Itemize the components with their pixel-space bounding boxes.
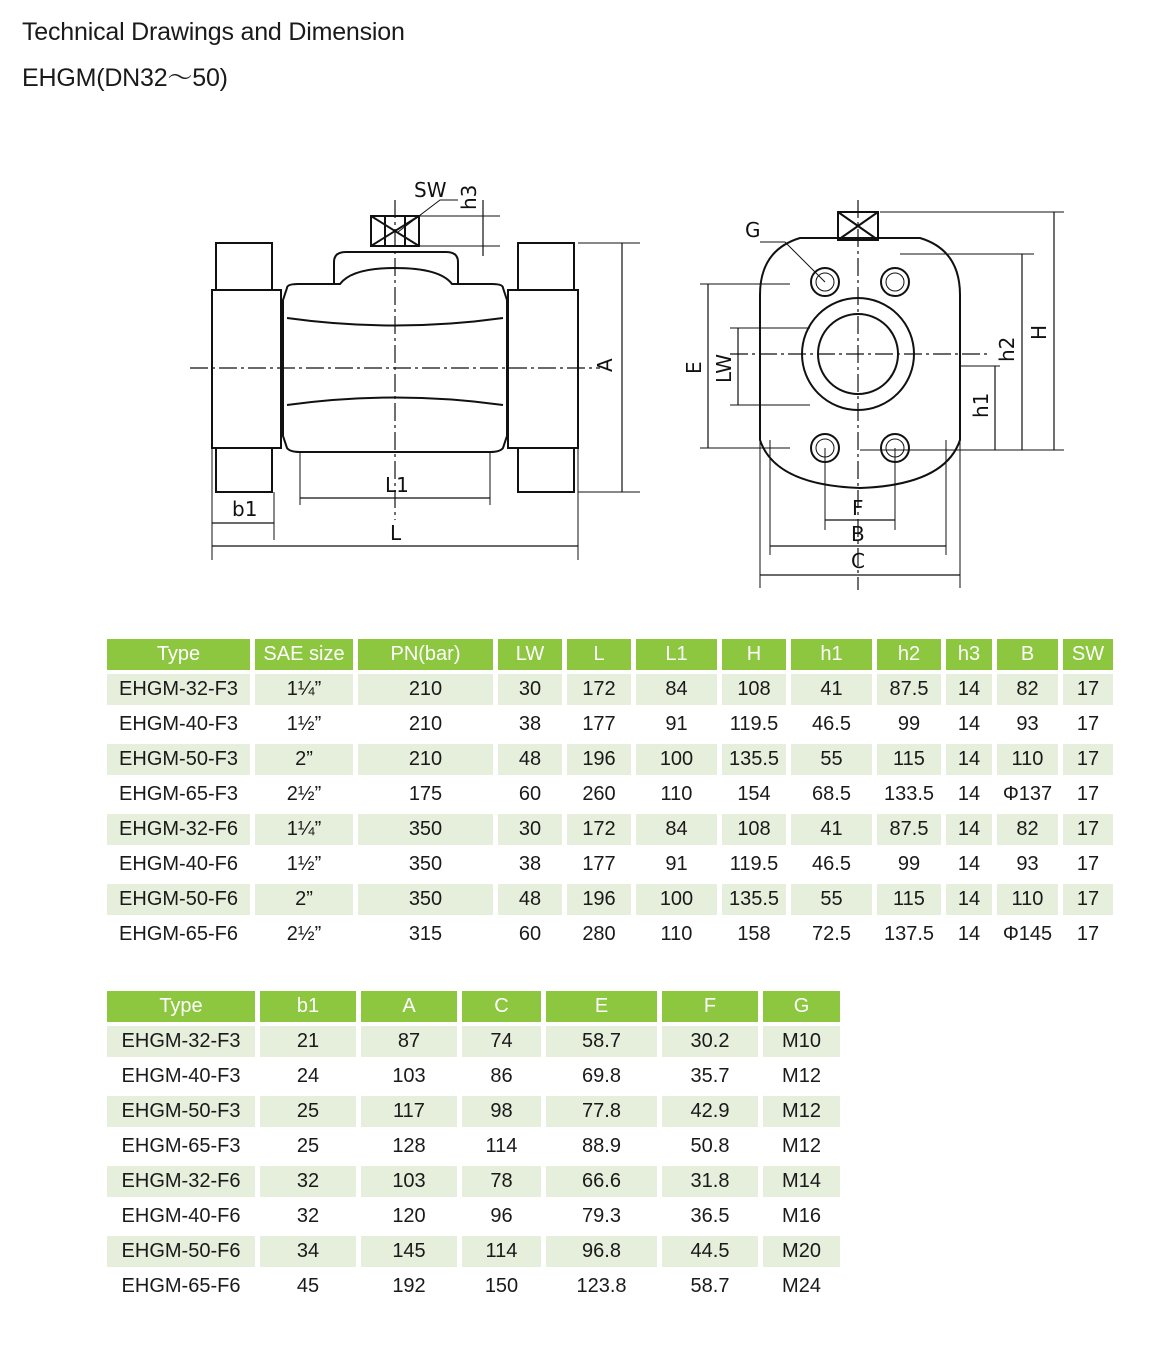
- table-cell: 82: [997, 814, 1058, 845]
- table-cell: 98: [462, 1096, 541, 1127]
- table-cell: 350: [358, 814, 493, 845]
- table-cell: 66.6: [546, 1166, 657, 1197]
- table-cell: EHGM-40-F3: [107, 1061, 255, 1092]
- table-cell: EHGM-65-F3: [107, 1131, 255, 1162]
- table-cell: 93: [997, 709, 1058, 740]
- table-cell: 78: [462, 1166, 541, 1197]
- table-cell: 82: [997, 674, 1058, 705]
- table-cell: Φ145: [997, 919, 1058, 950]
- table-cell: 2”: [255, 744, 353, 775]
- table-cell: 50.8: [662, 1131, 758, 1162]
- table-cell: 110: [636, 779, 717, 810]
- column-header: H: [722, 639, 786, 670]
- table-cell: 100: [636, 744, 717, 775]
- label-h3: h3: [457, 184, 481, 210]
- column-header: h1: [791, 639, 872, 670]
- table-cell: 14: [946, 709, 992, 740]
- table-cell: M12: [763, 1061, 840, 1092]
- table-row: [107, 744, 1113, 775]
- label-e: E: [682, 361, 706, 374]
- table-cell: 196: [567, 884, 631, 915]
- table-cell: 48: [498, 884, 562, 915]
- table-cell: 30: [498, 814, 562, 845]
- table-row: [107, 1096, 840, 1127]
- table-cell: 84: [636, 674, 717, 705]
- column-header: C: [462, 991, 541, 1022]
- label-g: G: [745, 218, 761, 242]
- label-a: A: [593, 358, 617, 372]
- table-cell: 145: [361, 1236, 457, 1267]
- column-header: Type: [107, 639, 250, 670]
- table-row: [107, 919, 1113, 950]
- table-row: [107, 1131, 840, 1162]
- table-cell: 46.5: [791, 849, 872, 880]
- page-title: Technical Drawings and Dimension: [22, 18, 405, 46]
- table-cell: 17: [1063, 744, 1113, 775]
- table-row: [107, 884, 1113, 915]
- column-header: L1: [636, 639, 717, 670]
- table-cell: 192: [361, 1271, 457, 1302]
- dimension-table-2: [102, 987, 845, 1306]
- table-cell: 79.3: [546, 1201, 657, 1232]
- table-cell: 135.5: [722, 744, 786, 775]
- label-lw: LW: [712, 353, 736, 383]
- table-cell: 14: [946, 674, 992, 705]
- table-cell: 154: [722, 779, 786, 810]
- label-h1: h1: [969, 392, 993, 418]
- table-cell: EHGM-32-F3: [107, 1026, 255, 1057]
- table-cell: 103: [361, 1166, 457, 1197]
- table-row: [107, 1236, 840, 1267]
- table-cell: 119.5: [722, 709, 786, 740]
- table-cell: EHGM-32-F6: [107, 814, 250, 845]
- table-cell: 25: [260, 1096, 356, 1127]
- table-row: [107, 709, 1113, 740]
- table-cell: 100: [636, 884, 717, 915]
- table-cell: 45: [260, 1271, 356, 1302]
- table-cell: M14: [763, 1166, 840, 1197]
- column-header: PN(bar): [358, 639, 493, 670]
- column-header: h2: [877, 639, 941, 670]
- table-cell: 87: [361, 1026, 457, 1057]
- table-cell: 210: [358, 674, 493, 705]
- table-cell: 60: [498, 779, 562, 810]
- table-cell: 14: [946, 884, 992, 915]
- table-cell: 2½”: [255, 919, 353, 950]
- table-cell: 114: [462, 1236, 541, 1267]
- table-cell: 17: [1063, 919, 1113, 950]
- table-cell: 35.7: [662, 1061, 758, 1092]
- table-cell: 117: [361, 1096, 457, 1127]
- table-cell: 84: [636, 814, 717, 845]
- column-header: h3: [946, 639, 992, 670]
- table-cell: 172: [567, 674, 631, 705]
- table-cell: 1½”: [255, 849, 353, 880]
- table-cell: M10: [763, 1026, 840, 1057]
- table-cell: 88.9: [546, 1131, 657, 1162]
- table-cell: 77.8: [546, 1096, 657, 1127]
- table-row: [107, 1026, 840, 1057]
- table-cell: 46.5: [791, 709, 872, 740]
- table-cell: 17: [1063, 674, 1113, 705]
- table-cell: 48: [498, 744, 562, 775]
- table-cell: 210: [358, 744, 493, 775]
- table-cell: 177: [567, 709, 631, 740]
- table-row: [107, 1201, 840, 1232]
- table-cell: 128: [361, 1131, 457, 1162]
- table-header-row: [107, 639, 1113, 670]
- table-cell: 135.5: [722, 884, 786, 915]
- table-row: [107, 1166, 840, 1197]
- table-cell: EHGM-65-F3: [107, 779, 250, 810]
- label-h: H: [1027, 324, 1051, 340]
- table-cell: EHGM-40-F6: [107, 1201, 255, 1232]
- label-sw: SW: [414, 178, 447, 202]
- table-cell: 110: [997, 744, 1058, 775]
- table-row: [107, 674, 1113, 705]
- label-b: B: [851, 522, 865, 546]
- dimension-table-1: [102, 635, 1118, 954]
- table-cell: 17: [1063, 884, 1113, 915]
- table-cell: 177: [567, 849, 631, 880]
- table-cell: 158: [722, 919, 786, 950]
- column-header: B: [997, 639, 1058, 670]
- table-cell: EHGM-65-F6: [107, 1271, 255, 1302]
- table-cell: 93: [997, 849, 1058, 880]
- table-cell: 30: [498, 674, 562, 705]
- table-cell: 175: [358, 779, 493, 810]
- table-cell: 86: [462, 1061, 541, 1092]
- table-cell: 14: [946, 744, 992, 775]
- table-cell: M16: [763, 1201, 840, 1232]
- column-header: SW: [1063, 639, 1113, 670]
- table-cell: 1½”: [255, 709, 353, 740]
- table-cell: 36.5: [662, 1201, 758, 1232]
- table-cell: 17: [1063, 814, 1113, 845]
- table-cell: 123.8: [546, 1271, 657, 1302]
- table-cell: 172: [567, 814, 631, 845]
- table-cell: 114: [462, 1131, 541, 1162]
- table-cell: 110: [997, 884, 1058, 915]
- table-cell: 14: [946, 849, 992, 880]
- table-header-row: [107, 991, 840, 1022]
- column-header: F: [662, 991, 758, 1022]
- table-cell: EHGM-65-F6: [107, 919, 250, 950]
- table-cell: 14: [946, 919, 992, 950]
- table-cell: 21: [260, 1026, 356, 1057]
- table-cell: 32: [260, 1166, 356, 1197]
- table-row: [107, 814, 1113, 845]
- table-cell: 74: [462, 1026, 541, 1057]
- column-header: G: [763, 991, 840, 1022]
- page-subtitle: EHGM(DN32～50): [22, 64, 228, 92]
- table-cell: 2”: [255, 884, 353, 915]
- table-row: [107, 779, 1113, 810]
- column-header: b1: [260, 991, 356, 1022]
- table-cell: 103: [361, 1061, 457, 1092]
- table-cell: 69.8: [546, 1061, 657, 1092]
- table-cell: 119.5: [722, 849, 786, 880]
- table-cell: 210: [358, 709, 493, 740]
- table-cell: EHGM-32-F3: [107, 674, 250, 705]
- table-cell: M20: [763, 1236, 840, 1267]
- column-header: Type: [107, 991, 255, 1022]
- table-cell: 280: [567, 919, 631, 950]
- table-cell: EHGM-40-F3: [107, 709, 250, 740]
- column-header: E: [546, 991, 657, 1022]
- table-cell: 60: [498, 919, 562, 950]
- table-cell: 14: [946, 779, 992, 810]
- table-cell: EHGM-32-F6: [107, 1166, 255, 1197]
- table-cell: EHGM-50-F3: [107, 1096, 255, 1127]
- table-row: [107, 1061, 840, 1092]
- table-cell: 44.5: [662, 1236, 758, 1267]
- table-cell: 115: [877, 884, 941, 915]
- table-cell: 41: [791, 674, 872, 705]
- column-header: LW: [498, 639, 562, 670]
- label-c: C: [851, 549, 865, 573]
- table-cell: 17: [1063, 849, 1113, 880]
- table-cell: 108: [722, 814, 786, 845]
- table-cell: 38: [498, 849, 562, 880]
- table-cell: Φ137: [997, 779, 1058, 810]
- table-cell: 42.9: [662, 1096, 758, 1127]
- label-l: L: [390, 521, 402, 545]
- table-cell: 25: [260, 1131, 356, 1162]
- bolt-hole-2: [881, 268, 909, 296]
- table-cell: 32: [260, 1201, 356, 1232]
- table-cell: 58.7: [662, 1271, 758, 1302]
- table-cell: 14: [946, 814, 992, 845]
- table-cell: 108: [722, 674, 786, 705]
- technical-drawing: [0, 170, 1170, 600]
- table-cell: 2½”: [255, 779, 353, 810]
- table-cell: 68.5: [791, 779, 872, 810]
- label-l1: L1: [385, 473, 409, 497]
- table-cell: 350: [358, 849, 493, 880]
- table-cell: M24: [763, 1271, 840, 1302]
- table-cell: 96: [462, 1201, 541, 1232]
- table-cell: 17: [1063, 709, 1113, 740]
- table-cell: 99: [877, 849, 941, 880]
- table-cell: 1¼”: [255, 674, 353, 705]
- table-cell: 315: [358, 919, 493, 950]
- table-cell: 34: [260, 1236, 356, 1267]
- table-cell: 1¼”: [255, 814, 353, 845]
- label-b1: b1: [232, 497, 258, 521]
- column-header: SAE size: [255, 639, 353, 670]
- table-cell: 87.5: [877, 674, 941, 705]
- table-cell: 196: [567, 744, 631, 775]
- column-header: L: [567, 639, 631, 670]
- table-cell: EHGM-40-F6: [107, 849, 250, 880]
- table-cell: 120: [361, 1201, 457, 1232]
- table-cell: M12: [763, 1096, 840, 1127]
- table-cell: 150: [462, 1271, 541, 1302]
- label-f: F: [852, 496, 864, 520]
- table-cell: 91: [636, 849, 717, 880]
- table-cell: EHGM-50-F6: [107, 884, 250, 915]
- table-cell: 99: [877, 709, 941, 740]
- table-cell: 41: [791, 814, 872, 845]
- table-cell: 115: [877, 744, 941, 775]
- table-cell: 30.2: [662, 1026, 758, 1057]
- table-cell: 58.7: [546, 1026, 657, 1057]
- table-cell: 350: [358, 884, 493, 915]
- table-cell: 17: [1063, 779, 1113, 810]
- table-cell: 87.5: [877, 814, 941, 845]
- table-cell: 133.5: [877, 779, 941, 810]
- table-cell: 55: [791, 884, 872, 915]
- table-cell: EHGM-50-F6: [107, 1236, 255, 1267]
- table-cell: 91: [636, 709, 717, 740]
- table-cell: M12: [763, 1131, 840, 1162]
- table-cell: 55: [791, 744, 872, 775]
- table-cell: 260: [567, 779, 631, 810]
- label-h2: h2: [995, 336, 1019, 362]
- column-header: A: [361, 991, 457, 1022]
- table-cell: EHGM-50-F3: [107, 744, 250, 775]
- table-cell: 24: [260, 1061, 356, 1092]
- table-row: [107, 849, 1113, 880]
- table-cell: 38: [498, 709, 562, 740]
- table-cell: 110: [636, 919, 717, 950]
- table-row: [107, 1271, 840, 1302]
- table-cell: 137.5: [877, 919, 941, 950]
- table-cell: 72.5: [791, 919, 872, 950]
- table-cell: 96.8: [546, 1236, 657, 1267]
- table-cell: 31.8: [662, 1166, 758, 1197]
